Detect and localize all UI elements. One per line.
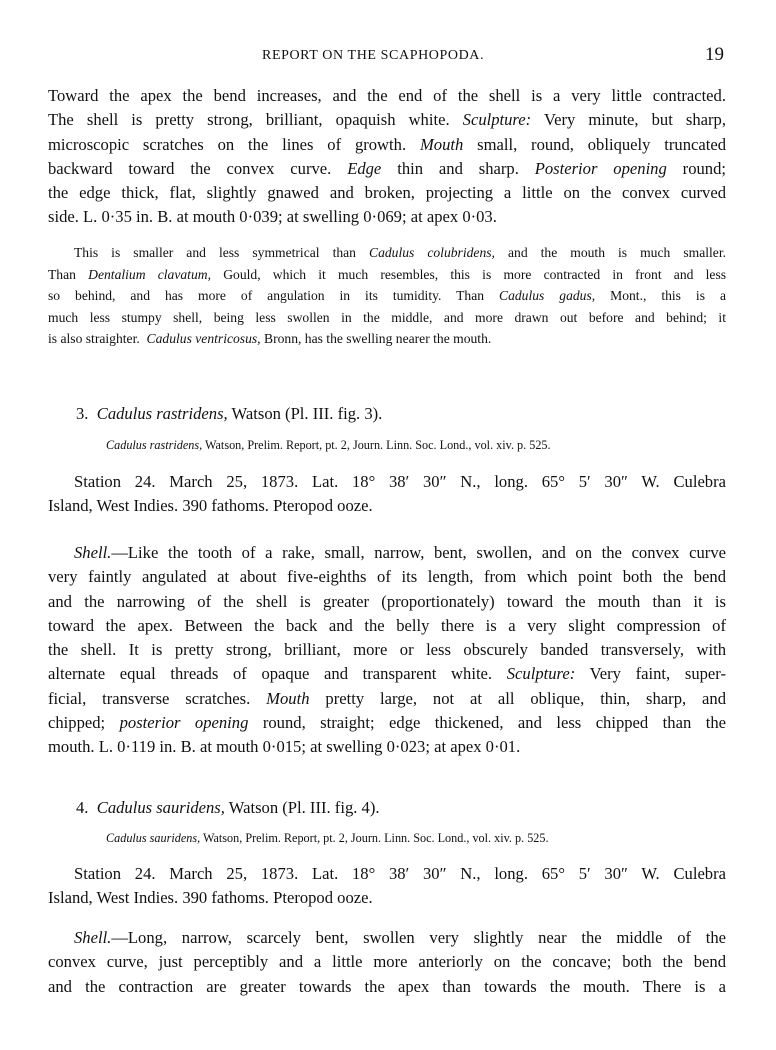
term-sculpture: Sculpture: (462, 110, 532, 130)
text-line: Island, West Indies. 390 fathoms. Pteropod ooze. (48, 888, 373, 908)
text-line: Island, West Indies. 390 fathoms. Pteropod ooze. (48, 496, 373, 516)
text-line: and the narrowing of the shell is greater (proportionately) toward the mouth than it is (48, 591, 726, 611)
text-line: much less stumpy shell, being less swollen in the middle, and more drawn out before and behind; it (48, 309, 726, 325)
header-title: REPORT ON THE SCAPHOPODA. (262, 48, 485, 63)
paragraph-description-continued (48, 84, 726, 230)
text-line: so behind, and has more of angulation in its tumidity. Than Cadulus gadus, Mont., this is a (48, 288, 726, 304)
shell-description-4 (48, 926, 726, 999)
term-shell: Shell. (74, 543, 112, 562)
text-line: side. L. 0·35 in. B. at mouth 0·039; at swelling 0·069; at apex 0·03. (48, 207, 497, 227)
text-line: very faintly angulated at about five-eighths of its length, from which point both the bend (48, 567, 726, 587)
running-header (0, 40, 776, 64)
text-line: the shell. It is pretty strong, brilliant, more or less obscurely banded transversely, with (48, 640, 726, 660)
text-line: toward the apex. Between the back and the belly there is a very slight compression of (48, 615, 726, 635)
text-line: is also straighter. Cadulus ventricosus, Bronn, has the swelling nearer the mouth. (48, 331, 492, 347)
text-line: ficial, transverse scratches. Mouth pretty large, not at all oblique, thin, sharp, and (48, 688, 726, 708)
text-line: This is smaller and less symmetrical than Cadulus colubridens, and the mouth is much smaller. (74, 245, 726, 260)
text-line: microscopic scratches on the lines of growth. Mouth small, round, obliquely truncated (48, 134, 727, 154)
text-line: The shell is pretty strong, brilliant, opaquish white. Sculpture: Very minute, but sharp, (48, 110, 726, 130)
text-line: chipped; posterior opening round, straight; edge thickened, and less chipped than the (48, 713, 726, 733)
text-line: Shell.—Long, narrow, scarcely bent, swollen very slightly near the middle of the (74, 928, 726, 947)
comparison-note (48, 242, 726, 350)
text-line: Station 24. March 25, 1873. Lat. 18° 38′ 30″ N., long. 65° 5′ 30″ W. Culebra (74, 864, 726, 883)
species-heading-4: 4. Cadulus sauridens, Watson (Pl. III. fig. 4). (76, 798, 380, 817)
species-name: Cadulus rastridens, (96, 404, 228, 423)
station-paragraph-3 (48, 470, 726, 519)
text-line: alternate equal threads of opaque and transparent white. Sculpture: Very faint, super- (48, 664, 726, 684)
term-shell: Shell. (74, 928, 112, 947)
page-number: 19 (705, 44, 724, 65)
species-heading-3: 3. Cadulus rastridens, Watson (Pl. III. fig. 3). (76, 404, 383, 423)
text-line: Than Dentalium clavatum, Gould, which it much resembles, this is more contracted in front and less (48, 266, 727, 282)
shell-description-3 (48, 541, 726, 760)
species-name: Cadulus sauridens, (96, 798, 225, 817)
text-line: the edge thick, flat, slightly gnawed and broken, projecting a little on the convex curved (48, 183, 726, 203)
species-reference-3: Cadulus rastridens, Watson, Prelim. Report, pt. 2, Journ. Linn. Soc. Lond., vol. xiv. p. 525. (106, 438, 551, 452)
text-line: mouth. L. 0·119 in. B. at mouth 0·015; at swelling 0·023; at apex 0·01. (48, 737, 521, 757)
station-paragraph-4 (48, 862, 726, 911)
text-line: convex curve, just perceptibly and a little more anteriorly on the concave; both the bend (48, 952, 726, 972)
text-line: Toward the apex the bend increases, and the end of the shell is a very little contracted. (48, 86, 726, 105)
text-line: backward toward the convex curve. Edge thin and sharp. Posterior opening round; (48, 158, 726, 178)
text-line: and the contraction are greater towards the apex than towards the mouth. There is a (48, 976, 726, 996)
term-mouth: Mouth (419, 134, 464, 154)
term-posterior-opening: Posterior opening (534, 158, 667, 178)
term-edge: Edge (347, 158, 382, 178)
text-line: Station 24. March 25, 1873. Lat. 18° 38′ 30″ N., long. 65° 5′ 30″ W. Culebra (74, 472, 726, 491)
text-line: Shell.—Like the tooth of a rake, small, narrow, bent, swollen, and on the convex curve (74, 543, 726, 562)
species-reference-4: Cadulus sauridens, Watson, Prelim. Report, pt. 2, Journ. Linn. Soc. Lond., vol. xiv. p. 525. (106, 831, 549, 845)
